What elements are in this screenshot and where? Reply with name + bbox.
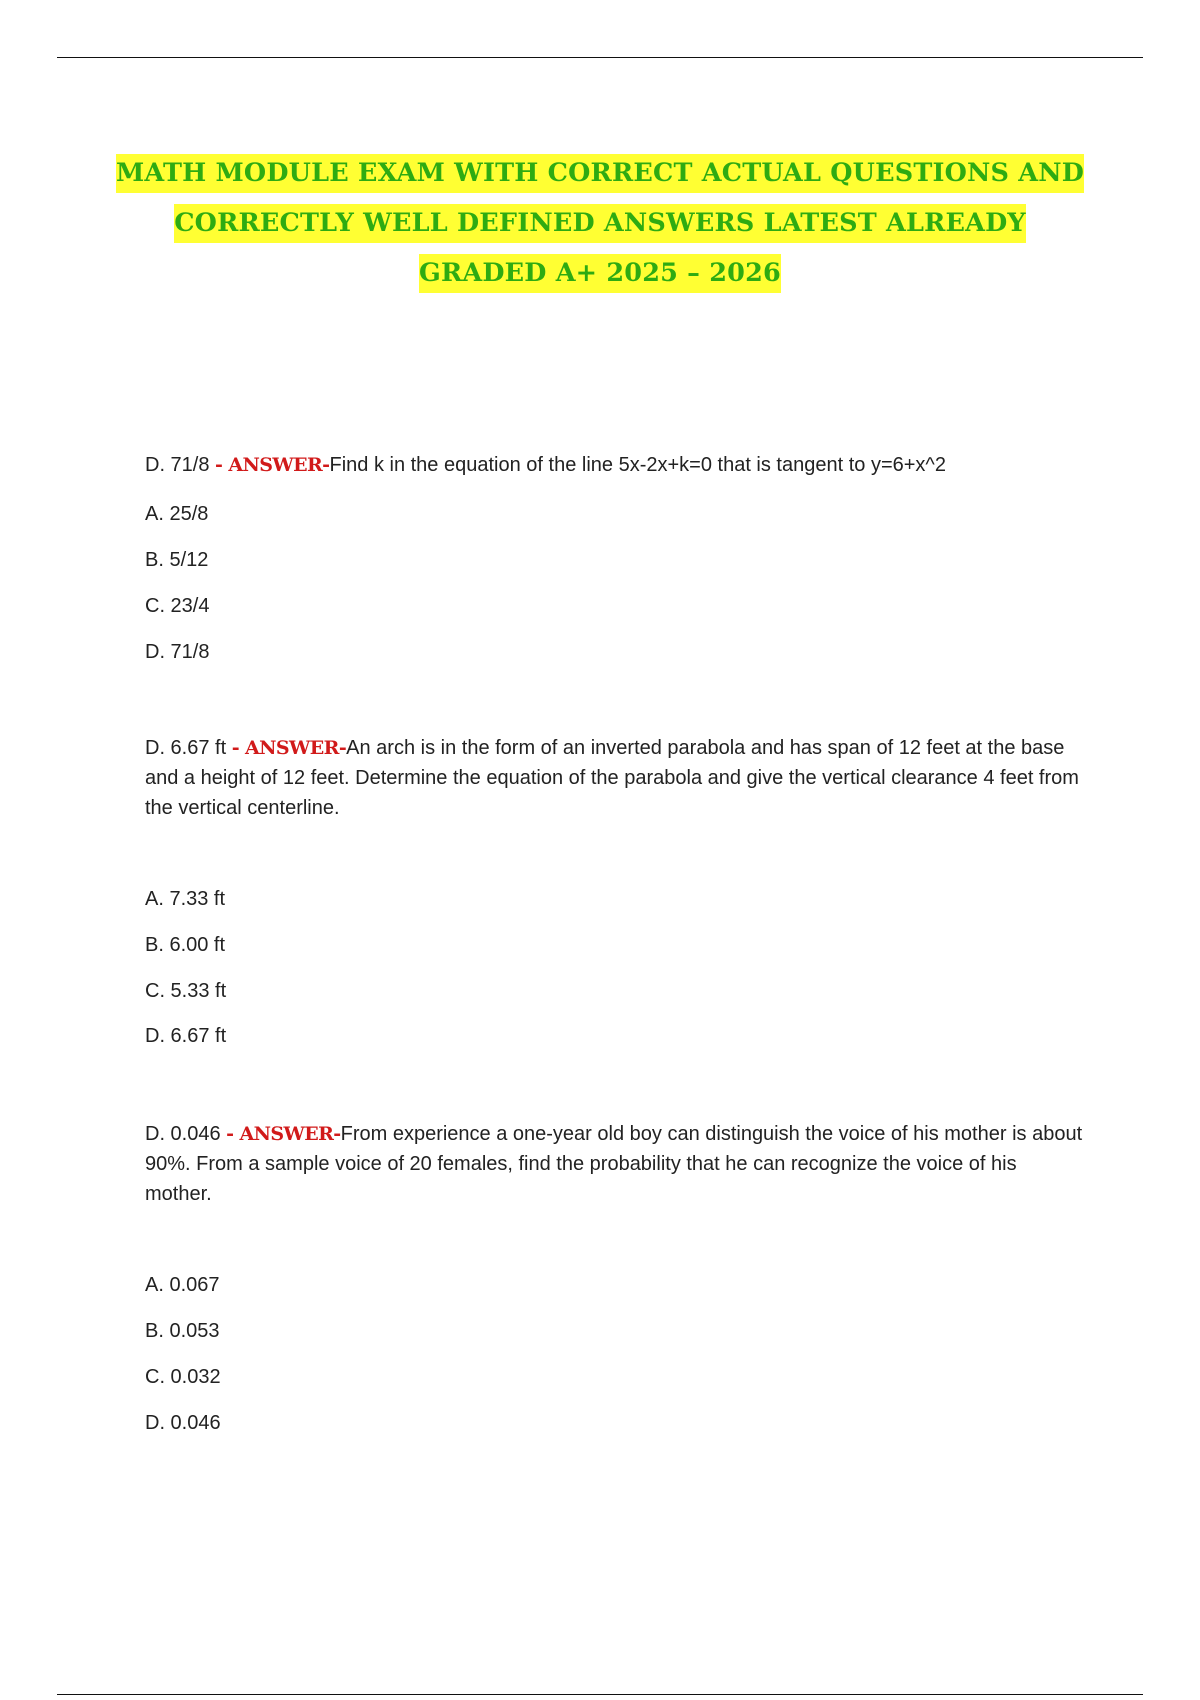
question-2-option-b: B. 6.00 ft <box>145 934 226 956</box>
question-1-option-b: B. 5/12 <box>145 549 209 571</box>
question-2-answer: D. 6.67 ft <box>145 737 227 759</box>
question-3-option-c: C. 0.032 <box>145 1366 221 1388</box>
title-line-2: CORRECTLY WELL DEFINED ANSWERS LATEST ALREADY <box>174 204 1026 243</box>
question-1-option-d: D. 71/8 <box>145 641 210 663</box>
bottom-rule <box>57 1694 1143 1695</box>
answer-tag: - ANSWER- <box>231 737 347 759</box>
question-3-option-d: D. 0.046 <box>145 1412 221 1434</box>
question-3-answer: D. 0.046 <box>145 1123 221 1145</box>
question-3-option-a: A. 0.067 <box>145 1274 220 1296</box>
title-line-1: MATH MODULE EXAM WITH CORRECT ACTUAL QUESTIONS AND <box>116 154 1084 193</box>
document-title <box>100 148 1100 298</box>
question-1-option-a: A. 25/8 <box>145 503 209 525</box>
question-2-option-d: D. 6.67 ft <box>145 1025 227 1047</box>
answer-tag: - ANSWER- <box>226 1123 341 1145</box>
top-rule <box>57 57 1143 58</box>
question-1-text: Find k in the equation of the line 5x-2x+k=0 that is tangent to y=6+x^2 <box>329 454 946 476</box>
question-1-option-c: C. 23/4 <box>145 595 210 617</box>
question-3-option-b: B. 0.053 <box>145 1320 220 1342</box>
question-2-option-c: C. 5.33 ft <box>145 980 227 1002</box>
question-2 <box>145 733 1085 823</box>
question-3 <box>145 1119 1085 1209</box>
question-2-text: An arch is in the form of an inverted parabola and has span of 12 feet at the base and a height of 12 feet. Determine the equation of the parabola and give the vertical clearance 4 feet from the vertical centerline. <box>145 737 1079 819</box>
question-1-answer: D. 71/8 <box>145 454 210 476</box>
question-2-option-a: A. 7.33 ft <box>145 888 226 910</box>
question-1 <box>145 450 1085 480</box>
title-line-3: GRADED A+ 2025 – 2026 <box>419 254 781 293</box>
question-3-text: From experience a one-year old boy can distinguish the voice of his mother is about 90%. From a sample voice of 20 females, find the probability that he can recognize the voice of his mother. <box>145 1123 1083 1205</box>
answer-tag: - ANSWER- <box>215 454 330 476</box>
